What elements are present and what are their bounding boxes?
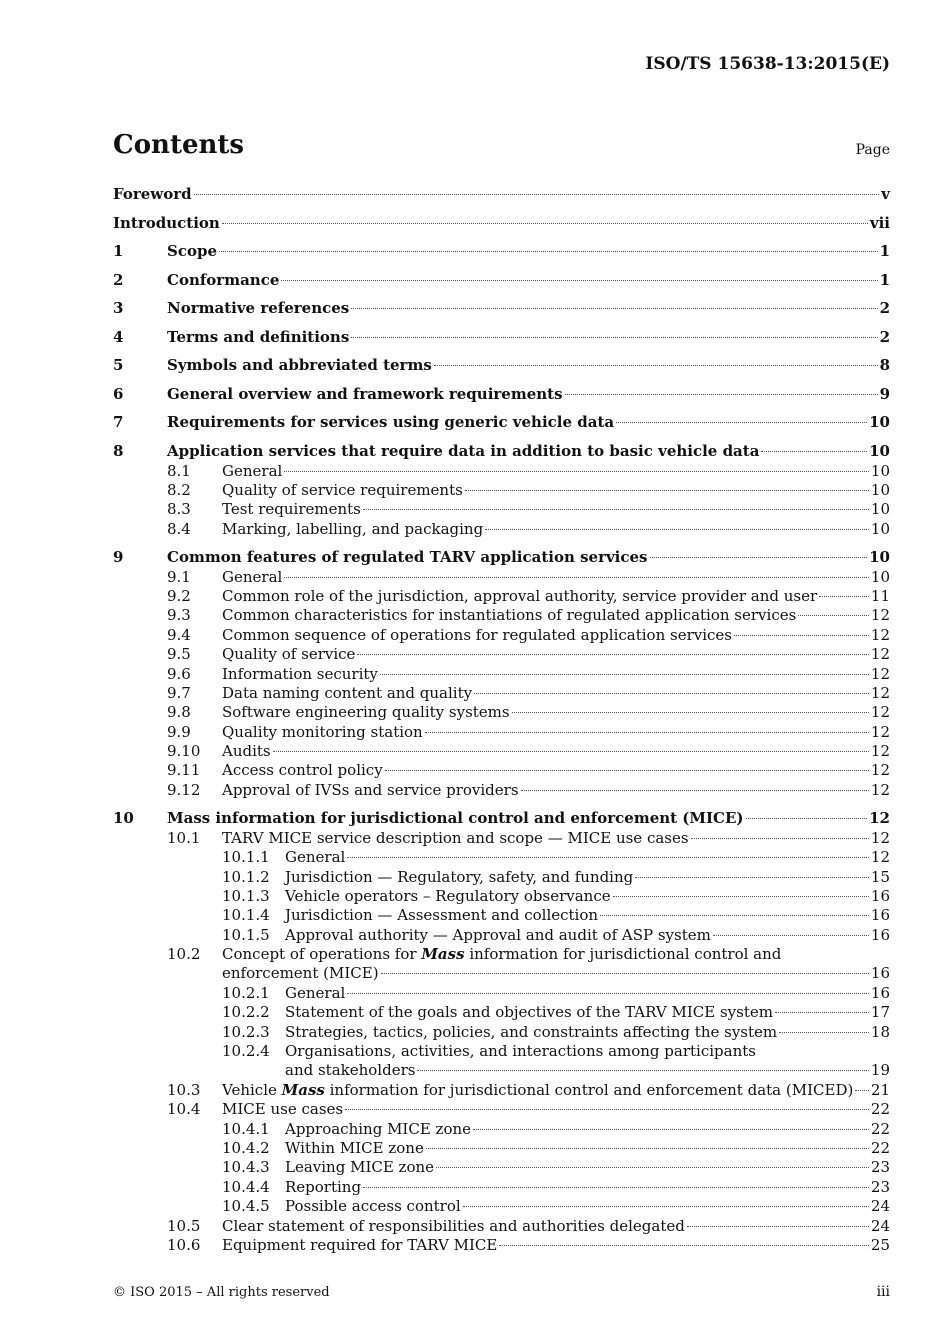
- toc-entry-number: 9.9: [167, 722, 191, 741]
- toc-entry[interactable]: [113, 462, 890, 481]
- toc-dot-leader: [474, 693, 869, 694]
- toc-entry[interactable]: [113, 481, 890, 500]
- toc-entry-number: 2: [113, 270, 124, 289]
- toc-dot-leader: [473, 1129, 869, 1130]
- toc-entry-page: 19: [870, 1061, 890, 1080]
- toc-entry-number: 9.12: [167, 780, 201, 799]
- toc-entry-number: 9.3: [167, 606, 191, 625]
- toc-entry[interactable]: [113, 984, 890, 1003]
- toc-entry-page: 12: [870, 722, 890, 741]
- toc-dot-leader: [512, 712, 869, 713]
- toc-entry-title: Vehicle Mass information for jurisdictional control and enforcement data (MICED): [222, 1080, 854, 1099]
- toc-dot-leader: [775, 1012, 869, 1013]
- toc-entry-page: 22: [870, 1100, 890, 1119]
- toc-entry-page: v: [881, 185, 890, 203]
- toc-entry[interactable]: [113, 298, 890, 319]
- toc-entry-number: 1: [113, 242, 124, 260]
- toc-dot-leader: [485, 529, 869, 530]
- toc-entry[interactable]: [113, 1042, 890, 1061]
- toc-entry[interactable]: [113, 906, 890, 925]
- toc-dot-leader: [499, 1245, 869, 1246]
- toc-entry-number: 10: [113, 808, 134, 827]
- toc-entry-page: 11: [870, 586, 890, 605]
- toc-dot-leader: [436, 1167, 869, 1168]
- toc-dot-leader: [351, 337, 877, 338]
- toc-entry-title: Approval authority — Approval and audit of ASP system: [285, 925, 711, 944]
- toc-entry-page: 23: [870, 1158, 890, 1177]
- toc-entry-title: Jurisdiction — Regulatory, safety, and funding: [285, 867, 634, 886]
- toc-entry[interactable]: [113, 520, 890, 539]
- toc-entry-title: Application services that require data in addition to basic vehicle data: [167, 441, 760, 460]
- toc-entry-page: 2: [879, 327, 890, 346]
- copyright-notice: © ISO 2015 – All rights reserved: [113, 1285, 330, 1300]
- toc-entry[interactable]: [113, 1081, 890, 1100]
- document-id: ISO/TS 15638-13:2015(E): [645, 54, 890, 74]
- toc-entry-number: 10.5: [167, 1216, 201, 1235]
- toc-entry-page: 18: [870, 1022, 890, 1041]
- toc-entry-page: 12: [870, 683, 890, 702]
- toc-entry[interactable]: [113, 703, 890, 722]
- toc-dot-leader: [347, 857, 869, 858]
- toc-entry-number: 9: [113, 547, 124, 566]
- toc-entry-number: 9.1: [167, 567, 191, 586]
- toc-dot-leader: [855, 1090, 869, 1091]
- toc-entry-title: TARV MICE service description and scope — MICE use cases: [222, 828, 689, 847]
- toc-entry-number: 10.1.4: [222, 906, 270, 925]
- toc-entry-number: 10.1.3: [222, 886, 270, 905]
- toc-entry-number: 10.2: [167, 945, 201, 964]
- toc-dot-leader: [347, 993, 869, 994]
- toc-dot-leader: [219, 251, 878, 252]
- toc-entry-title: Common role of the jurisdiction, approval authority, service provider and user: [222, 586, 818, 605]
- toc-entry-title: General: [222, 567, 283, 586]
- toc-entry-page: 10: [869, 547, 890, 566]
- toc-dot-leader: [363, 509, 869, 510]
- toc-entry-title: General: [285, 983, 346, 1002]
- toc-entry-number: 9.11: [167, 761, 201, 780]
- toc-dot-leader: [194, 194, 880, 195]
- toc-entry-page: 24: [870, 1197, 890, 1216]
- toc-entry-page: 12: [870, 606, 890, 625]
- toc-entry[interactable]: [113, 781, 890, 800]
- toc-entry[interactable]: [113, 384, 890, 405]
- toc-entry[interactable]: [113, 926, 890, 945]
- toc-dot-leader: [613, 896, 869, 897]
- toc-dot-leader: [417, 1070, 868, 1071]
- toc-entry-title: Quality of service: [222, 645, 356, 664]
- toc-entry-page: 8: [879, 356, 890, 374]
- toc-entry-number: 10.4.5: [222, 1197, 270, 1216]
- toc-entry-page: 12: [870, 761, 890, 780]
- toc-entry-page: 17: [870, 1003, 890, 1022]
- toc-dot-leader: [779, 1032, 869, 1033]
- toc-dot-leader: [380, 674, 869, 675]
- toc-entry-page: 10: [870, 500, 890, 519]
- toc-dot-leader: [798, 615, 869, 616]
- toc-entry-title: Approaching MICE zone: [285, 1119, 472, 1138]
- toc-dot-leader: [222, 223, 868, 224]
- toc-entry-title: Clear statement of responsibilities and authorities delegated: [222, 1216, 685, 1235]
- toc-entry-number: 10.2.2: [222, 1003, 270, 1022]
- toc-dot-leader: [284, 577, 869, 578]
- toc-entry-number: 10.1.5: [222, 925, 270, 944]
- toc-entry[interactable]: [113, 761, 890, 780]
- page-number: iii: [876, 1284, 890, 1300]
- toc-entry-title: Mass information for jurisdictional control and enforcement (MICE): [167, 808, 744, 827]
- table-of-contents: [113, 184, 890, 1255]
- toc-dot-leader: [434, 365, 878, 366]
- toc-entry[interactable]: [113, 964, 890, 983]
- toc-entry-page: 10: [869, 413, 890, 431]
- toc-entry[interactable]: [113, 412, 890, 433]
- toc-entry-title: Foreword: [113, 185, 192, 203]
- toc-entry-title: Statement of the goals and objectives of the TARV MICE system: [285, 1003, 773, 1022]
- toc-entry-page: 1: [879, 242, 890, 260]
- toc-entry[interactable]: [113, 1236, 890, 1255]
- toc-entry[interactable]: [113, 808, 890, 829]
- toc-entry-page: 22: [870, 1119, 890, 1138]
- toc-dot-leader: [691, 838, 869, 839]
- toc-entry-number: 8: [113, 441, 124, 460]
- toc-entry[interactable]: [113, 945, 890, 964]
- toc-entry-number: 10.6: [167, 1235, 201, 1254]
- toc-dot-leader: [687, 1226, 869, 1227]
- toc-entry-number: 9.10: [167, 742, 201, 761]
- toc-entry-title: Organisations, activities, and interactions among participants: [285, 1042, 756, 1061]
- toc-dot-leader: [761, 451, 867, 452]
- toc-dot-leader: [600, 915, 869, 916]
- toc-entry-number: 7: [113, 413, 124, 431]
- toc-entry-page: 16: [870, 964, 890, 983]
- toc-entry-title: General: [222, 461, 283, 480]
- toc-dot-leader: [713, 935, 869, 936]
- toc-dot-leader: [363, 1187, 869, 1188]
- toc-entry-page: 12: [870, 780, 890, 799]
- toc-entry-page: 12: [870, 828, 890, 847]
- toc-entry[interactable]: [113, 723, 890, 742]
- toc-dot-leader: [565, 394, 878, 395]
- toc-entry[interactable]: [113, 1120, 890, 1139]
- toc-entry[interactable]: [113, 270, 890, 291]
- toc-entry-title: Test requirements: [222, 500, 361, 519]
- toc-entry-number: 4: [113, 327, 124, 346]
- toc-entry[interactable]: [113, 848, 890, 867]
- toc-entry[interactable]: [113, 1217, 890, 1236]
- toc-entry-page: 12: [870, 645, 890, 664]
- toc-entry-title: Strategies, tactics, policies, and constraints affecting the system: [285, 1022, 778, 1041]
- toc-entry-title: Introduction: [113, 213, 220, 232]
- toc-dot-leader: [273, 751, 869, 752]
- toc-entry-title: Jurisdiction — Assessment and collection: [285, 906, 599, 925]
- toc-entry-page: 10: [870, 567, 890, 586]
- toc-entry-page: 12: [870, 703, 890, 722]
- toc-dot-leader: [465, 490, 869, 491]
- toc-entry-number: 10.3: [167, 1080, 201, 1099]
- toc-entry-title: Approval of IVSs and service providers: [222, 780, 519, 799]
- toc-entry-title: Common features of regulated TARV application services: [167, 547, 648, 566]
- toc-entry-number: 8.2: [167, 480, 191, 499]
- toc-dot-leader: [381, 973, 869, 974]
- toc-entry[interactable]: [113, 213, 890, 234]
- toc-entry-title: Leaving MICE zone: [285, 1158, 435, 1177]
- toc-entry[interactable]: [113, 626, 890, 645]
- toc-dot-leader: [357, 654, 868, 655]
- toc-entry-title: Conformance: [167, 270, 280, 289]
- toc-entry[interactable]: [113, 1061, 890, 1080]
- toc-dot-leader: [746, 818, 868, 819]
- toc-entry[interactable]: [113, 568, 890, 587]
- toc-entry[interactable]: [113, 1139, 890, 1158]
- toc-entry-page: 1: [879, 270, 890, 289]
- page-column-label: Page: [855, 142, 890, 158]
- toc-entry[interactable]: [113, 665, 890, 684]
- toc-entry-number: 10.2.4: [222, 1042, 270, 1061]
- toc-entry-title: Data naming content and quality: [222, 683, 473, 702]
- page-title: Contents: [113, 130, 245, 160]
- toc-entry-page: 12: [869, 808, 890, 827]
- toc-entry-title: Reporting: [285, 1177, 362, 1196]
- toc-entry[interactable]: [113, 868, 890, 887]
- toc-entry-number: 10.4.2: [222, 1139, 270, 1157]
- toc-entry-title: Terms and definitions: [167, 327, 350, 346]
- toc-entry-number: 10.2.1: [222, 983, 270, 1002]
- toc-entry-page: 9: [879, 384, 890, 403]
- toc-entry-number: 10.1.1: [222, 848, 270, 867]
- toc-entry-number: 6: [113, 384, 124, 403]
- toc-entry-page: 16: [870, 906, 890, 925]
- toc-entry-page: 12: [870, 742, 890, 761]
- toc-entry-number: 9.5: [167, 645, 191, 664]
- toc-entry-number: 10.4: [167, 1100, 201, 1119]
- toc-entry-title: Requirements for services using generic vehicle data: [167, 413, 615, 431]
- toc-entry-title: Access control policy: [222, 761, 383, 780]
- toc-entry[interactable]: [113, 1023, 890, 1042]
- toc-entry[interactable]: [113, 887, 890, 906]
- toc-entry-page: 16: [870, 925, 890, 944]
- toc-dot-leader: [351, 308, 877, 309]
- toc-entry-title: Common sequence of operations for regulated application services: [222, 625, 732, 644]
- toc-entry[interactable]: [113, 645, 890, 664]
- toc-entry-page: 24: [870, 1216, 890, 1235]
- toc-entry-number: 8.3: [167, 500, 191, 519]
- toc-entry[interactable]: [113, 355, 890, 376]
- toc-entry-title: Vehicle operators – Regulatory observance: [285, 886, 611, 905]
- toc-entry[interactable]: [113, 184, 890, 205]
- toc-entry-page: 2: [879, 299, 890, 317]
- toc-entry[interactable]: [113, 742, 890, 761]
- toc-entry[interactable]: [113, 606, 890, 625]
- toc-dot-leader: [635, 877, 869, 878]
- toc-entry-title: Normative references: [167, 299, 350, 317]
- toc-entry-page: 23: [870, 1177, 890, 1196]
- toc-entry[interactable]: [113, 241, 890, 262]
- toc-entry-number: 3: [113, 299, 124, 317]
- toc-dot-leader: [281, 280, 877, 281]
- toc-entry-title: Within MICE zone: [285, 1139, 424, 1157]
- toc-entry-title: Quality of service requirements: [222, 480, 463, 499]
- toc-entry-title: Marking, labelling, and packaging: [222, 519, 484, 538]
- toc-entry-title: Concept of operations for Mass information for jurisdictional control and: [222, 945, 782, 964]
- toc-entry-title: Possible access control: [285, 1197, 461, 1216]
- toc-entry[interactable]: [113, 500, 890, 519]
- toc-entry-number: 10.4.4: [222, 1177, 270, 1196]
- toc-entry-page: 10: [870, 461, 890, 480]
- toc-dot-leader: [463, 1206, 869, 1207]
- toc-entry[interactable]: [113, 1158, 890, 1177]
- toc-entry-title: Quality monitoring station: [222, 722, 423, 741]
- toc-entry[interactable]: [113, 1178, 890, 1197]
- toc-entry-number: 9.4: [167, 625, 191, 644]
- toc-entry-page: 12: [870, 848, 890, 867]
- toc-dot-leader: [385, 770, 869, 771]
- toc-entry-number: 8.1: [167, 461, 191, 480]
- toc-entry-title: General: [285, 848, 346, 867]
- toc-entry-page: 10: [869, 441, 890, 460]
- toc-entry-page: 12: [870, 664, 890, 683]
- toc-entry-title: MICE use cases: [222, 1100, 344, 1119]
- toc-entry-title: Common characteristics for instantiations of regulated application services: [222, 606, 797, 625]
- toc-entry-page: 21: [870, 1080, 890, 1099]
- toc-dot-leader: [819, 596, 869, 597]
- toc-dot-leader: [426, 1148, 869, 1149]
- toc-entry-number: 8.4: [167, 519, 191, 538]
- toc-entry[interactable]: [113, 829, 890, 848]
- toc-dot-leader: [650, 557, 868, 558]
- toc-entry-number: 10.4.1: [222, 1119, 270, 1138]
- toc-entry-page: 15: [870, 867, 890, 886]
- toc-entry[interactable]: [113, 1197, 890, 1216]
- toc-entry-title: Equipment required for TARV MICE: [222, 1235, 498, 1254]
- toc-entry-title: enforcement (MICE): [222, 964, 379, 983]
- toc-entry-page: 16: [870, 983, 890, 1002]
- toc-entry-number: 9.6: [167, 664, 191, 683]
- toc-entry[interactable]: [113, 684, 890, 703]
- toc-entry-page: 25: [870, 1235, 890, 1254]
- toc-dot-leader: [734, 635, 869, 636]
- toc-entry[interactable]: [113, 1100, 890, 1119]
- toc-entry-title: Software engineering quality systems: [222, 703, 510, 722]
- toc-entry-title: and stakeholders: [285, 1061, 416, 1080]
- toc-entry[interactable]: [113, 1003, 890, 1022]
- toc-dot-leader: [521, 790, 869, 791]
- toc-entry-page: 12: [870, 625, 890, 644]
- toc-entry-title: Audits: [222, 742, 271, 761]
- toc-entry-title: General overview and framework requirements: [167, 384, 563, 403]
- toc-entry-page: vii: [869, 213, 890, 232]
- toc-entry-title: Scope: [167, 242, 218, 260]
- toc-entry-page: 10: [870, 519, 890, 538]
- toc-entry-title: Symbols and abbreviated terms: [167, 356, 432, 374]
- toc-entry[interactable]: [113, 441, 890, 462]
- toc-entry-page: 10: [870, 480, 890, 499]
- toc-entry-number: 5: [113, 356, 124, 374]
- toc-entry-page: 16: [870, 886, 890, 905]
- toc-entry-number: 10.4.3: [222, 1158, 270, 1177]
- toc-entry[interactable]: [113, 547, 890, 568]
- toc-dot-leader: [284, 471, 869, 472]
- toc-entry-number: 10.2.3: [222, 1022, 270, 1041]
- toc-entry-number: 10.1.2: [222, 867, 270, 886]
- toc-dot-leader: [345, 1109, 869, 1110]
- toc-entry[interactable]: [113, 327, 890, 348]
- toc-entry-number: 9.2: [167, 586, 191, 605]
- toc-entry[interactable]: [113, 587, 890, 606]
- toc-entry-number: 10.1: [167, 828, 201, 847]
- toc-entry-number: 9.8: [167, 703, 191, 722]
- toc-entry-page: 22: [870, 1139, 890, 1157]
- toc-dot-leader: [425, 732, 869, 733]
- toc-entry-number: 9.7: [167, 683, 191, 702]
- toc-entry-title: Information security: [222, 664, 378, 683]
- toc-dot-leader: [616, 422, 867, 423]
